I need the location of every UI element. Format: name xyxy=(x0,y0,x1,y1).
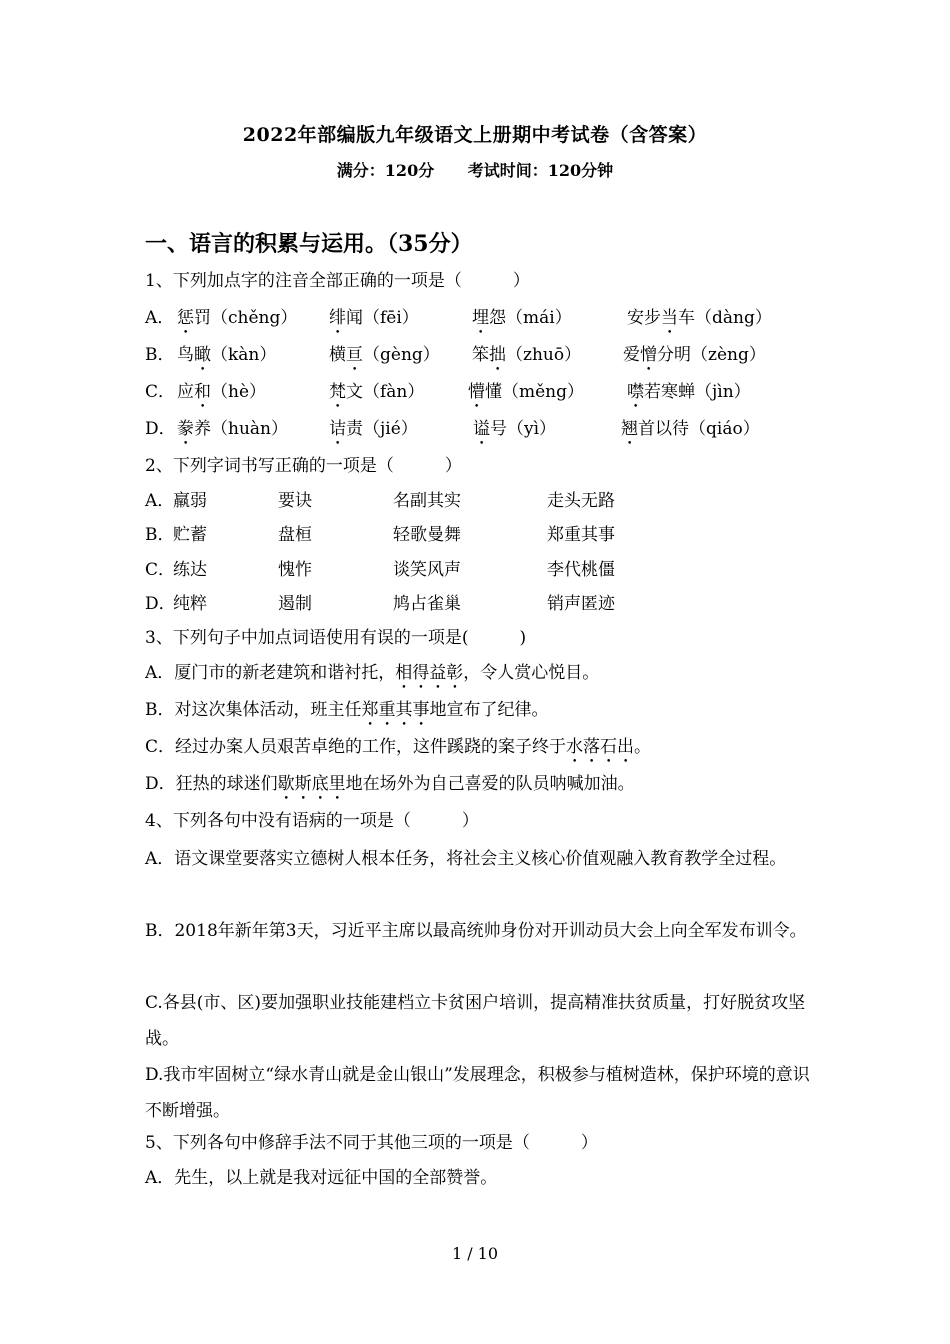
option-item: 横亘（gèng） xyxy=(329,345,440,365)
question-1-stem: 1、下列加点字的注音全部正确的一项是（ ） xyxy=(145,271,530,291)
option-letter: D． xyxy=(145,594,176,614)
option-letter: A． xyxy=(145,308,175,328)
section-heading: 一、语言的积累与运用。（35分） xyxy=(145,231,473,257)
q5-option-a: A．先生，以上就是我对远征中国的全部赞誉。 xyxy=(145,1168,498,1188)
option-item: 安步当车（dàng） xyxy=(627,308,772,328)
q3-option-a: A．厦门市的新老建筑和谐衬托，相得益彰，令人赏心悦目。 xyxy=(145,663,600,683)
option-item: 翘首以待（qiáo） xyxy=(621,419,760,439)
option-word: 贮蓄 xyxy=(173,525,207,545)
option-word: 走头无路 xyxy=(547,491,615,511)
option-item: 笨拙（zhuō） xyxy=(472,345,582,365)
question-5-stem: 5、下列各句中修辞手法不同于其他三项的一项是（ ） xyxy=(145,1133,598,1153)
option-item: 惩罚（chěng） xyxy=(177,308,298,328)
question-4-stem: 4、下列各句中没有语病的一项是（ ） xyxy=(145,811,479,831)
option-item: 噤若寒蝉（jìn） xyxy=(627,382,751,402)
question-2-stem: 2、下列字词书写正确的一项是（ ） xyxy=(145,456,462,476)
exam-title: 2022年部编版九年级语文上册期中考试卷（含答案） xyxy=(242,124,708,146)
option-letter: B． xyxy=(145,525,175,545)
option-word: 轻歌曼舞 xyxy=(393,525,461,545)
option-word: 李代桃僵 xyxy=(547,560,615,580)
option-item: 应和（hè） xyxy=(177,382,267,402)
q4-option-a: A．语文课堂要落实立德树人根本任务，将社会主义核心价值观融入教育教学全过程。 xyxy=(145,849,787,869)
option-item: 爱憎分明（zèng） xyxy=(623,345,766,365)
option-word: 遏制 xyxy=(278,594,312,614)
option-item: 鸟瞰（kàn） xyxy=(177,345,277,365)
option-item: 豢养（huàn） xyxy=(177,419,288,439)
option-item: 谥号（yì） xyxy=(473,419,557,439)
option-word: 练达 xyxy=(173,560,207,580)
option-letter: A． xyxy=(145,491,175,511)
option-letter: D． xyxy=(145,419,176,439)
q4-option-b: B．2018年新年第3天，习近平主席以最高统帅身份对开训动员大会上向全军发布训令。 xyxy=(145,921,807,941)
q3-option-d: D．狂热的球迷们歇斯底里地在场外为自己喜爱的队员呐喊加油。 xyxy=(145,774,635,794)
option-word: 羸弱 xyxy=(173,491,207,511)
q4-option-c: C.各县(市、区)要加强职业技能建档立卡贫困户培训，提高精准扶贫质量，打好脱贫攻坚战。 xyxy=(145,993,806,1049)
option-word: 纯粹 xyxy=(173,594,207,614)
option-word: 郑重其事 xyxy=(547,525,615,545)
option-item: 埋怨（mái） xyxy=(472,308,572,328)
q4-option-d: D.我市牢固树立“绿水青山就是金山银山”发展理念，积极参与植树造林，保护环境的意识不断增强。 xyxy=(145,1065,810,1121)
option-word: 销声匿迹 xyxy=(547,594,615,614)
option-item: 梵文（fàn） xyxy=(329,382,425,402)
q3-option-c: C．经过办案人员艰苦卓绝的工作，这件蹊跷的案子终于水落石出。 xyxy=(145,737,652,757)
option-letter: B． xyxy=(145,345,175,365)
option-item: 绯闻（fēi） xyxy=(329,308,419,328)
option-letter: C． xyxy=(145,382,176,402)
exam-meta xyxy=(0,158,950,181)
option-letter: C． xyxy=(145,560,176,580)
option-word: 愧怍 xyxy=(278,560,312,580)
page-number: 1 / 10 xyxy=(451,1244,499,1263)
exam-time: 考试时间：120分钟 xyxy=(467,161,614,180)
q3-option-b: B．对这次集体活动，班主任郑重其事地宣布了纪律。 xyxy=(145,700,549,720)
option-word: 名副其实 xyxy=(393,491,461,511)
question-3-stem: 3、下列句子中加点词语使用有误的一项是( ) xyxy=(145,628,527,648)
option-item: 懵懂（měng） xyxy=(468,382,585,402)
option-word: 谈笑风声 xyxy=(393,560,461,580)
option-word: 要诀 xyxy=(278,491,312,511)
option-word: 鸠占雀巢 xyxy=(393,594,461,614)
option-word: 盘桓 xyxy=(278,525,312,545)
full-score: 满分：120分 xyxy=(336,161,435,180)
option-item: 诘责（jié） xyxy=(329,419,418,439)
